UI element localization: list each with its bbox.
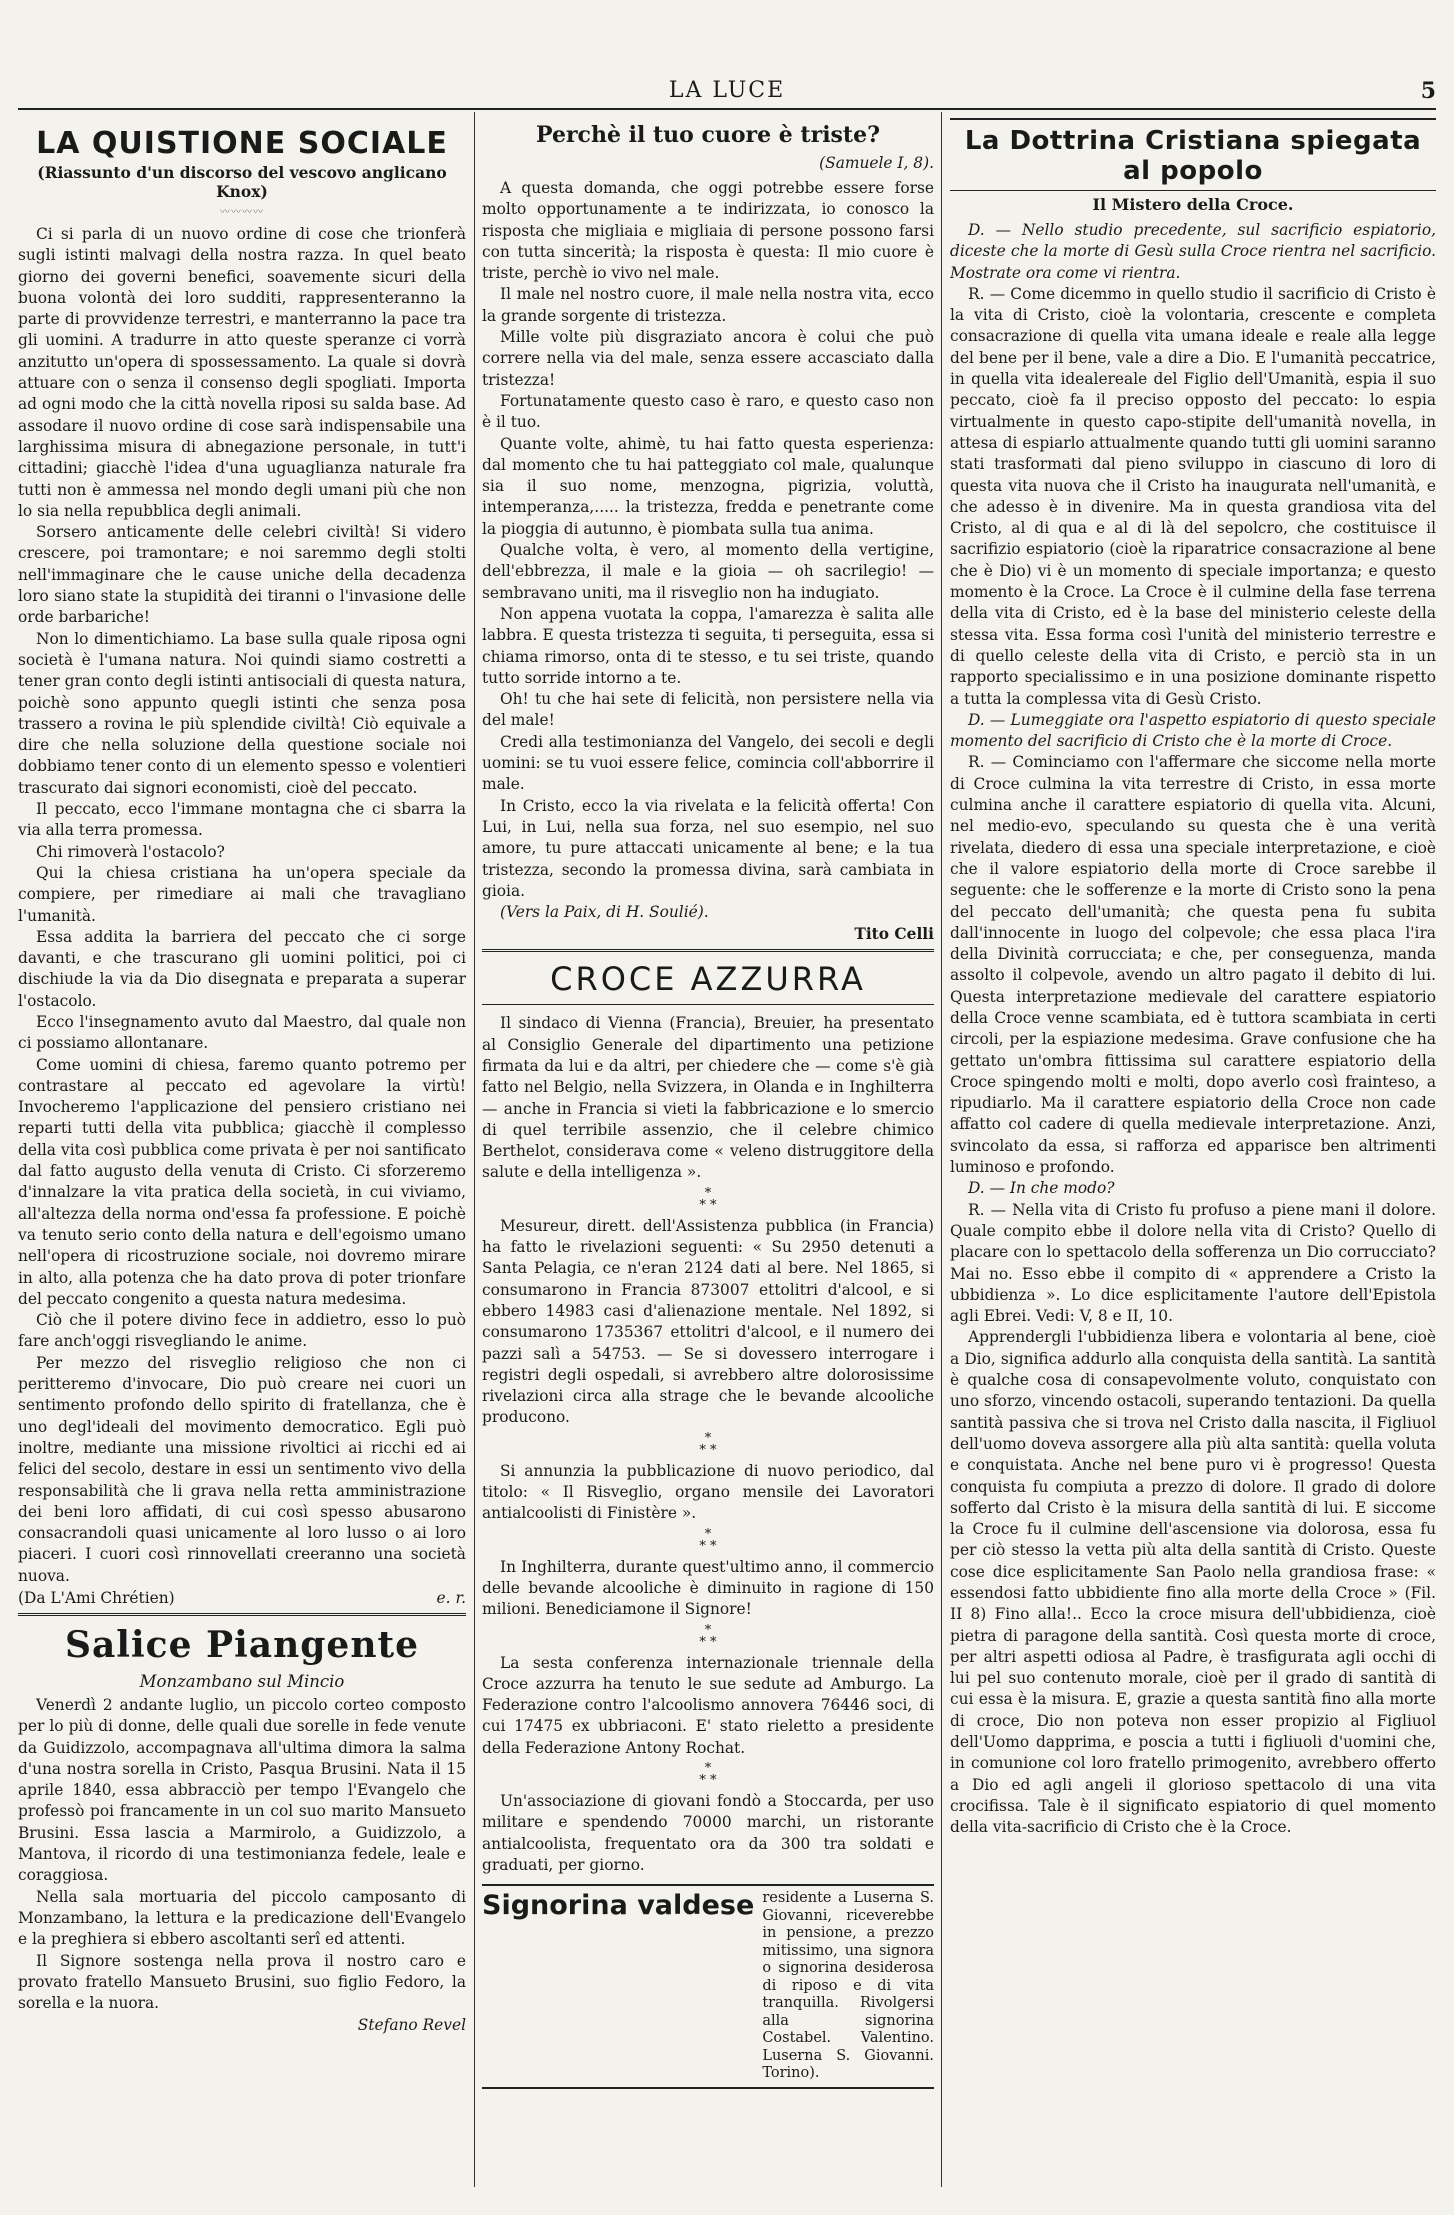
asterism: * * * xyxy=(699,1185,717,1213)
article-footer xyxy=(482,925,934,943)
answer: R. — Nella vita di Cristo fu profuso a piene mani il dolore. Quale compito ebbe il dolore nella vita di Cristo? Quello di placare con lo spettacolo della sofferenza un Dio corrucciato? Mai no. Esso ebbe il compito di « apprendere a Cristo la ubbidienza ». Lo dice esplicitamente l'autore dell'Epistola agli Ebrei. Vedi: V, 8 e II, 10. xyxy=(950,1200,1436,1326)
paragraph: Ci si parla di un nuovo ordine di cose che trionferà sugli istinti malvagi della nostra razza. In quel beato giorno dei governi benefici, soavemente sicuri della buona volontà dei loro sudditi, rappresenteranno la parte di provvidenze terrestri, e manterranno la pace tra gli uomini. A tradurre in atto queste speranze ci vorrà anzitutto un'opera di spossessamento. La quale si dovrà attuare con o senza il consenso degli spogliati. Importa ad ogni modo che la città novella riposi su salda base. Ad assodare il nuovo ordine di cose sarà indispensabile una larghissima misura di abnegazione personale, in tutt'i cittadini; giacchè l'idea d'una uguaglianza naturale fra tutti non è ammessa nel mondo degli umani più che non lo sia nella repubblica degli animali. xyxy=(18,225,466,520)
paragraph: Fortunatamente questo caso è raro, e questo caso non è il tuo. xyxy=(482,391,934,432)
column-right xyxy=(950,118,1436,2198)
question: D. — Lumeggiate ora l'aspetto espiatorio di questo speciale momento del sacrificio di Cristo che è la morte di Croce. xyxy=(950,710,1436,751)
news-item: Un'associazione di giovani fondò a Stoccarda, per uso militare e spendendo 70000 marchi, un ristorante antialcoolista, frequentato ora da 300 tra soldati e graduati, per giorno. xyxy=(482,1792,934,1874)
paragraph: Come uomini di chiesa, faremo quanto potremo per contrastare al peccato ed agevolare la virtù! Invocheremo l'applicazione del pensiero cristiano nei reparti tutti della vita pubblica; giacchè il complesso della vita così pubblica come privata è per noi santificato dal fatto augusto della venuta di Cristo. Ci sforzeremo d'innalzare la vita pratica della società, in cui viviamo, all'altezza della norma ond'essa fa professione. E poichè va tenuto serio conto della natura e dell'egoismo umano nell'opera di ricostruzione sociale, noi dovremo mirare in alto, alla potenza che ha dato prova di poter trionfare del peccato congenito a questa natura medesima. xyxy=(18,1055,466,1308)
news-item: In Inghilterra, durante quest'ultimo anno, il commercio delle bevande alcooliche è diminuito in ragione di 150 milioni. Benediciamone il Signore! xyxy=(482,1557,934,1619)
article-title-perche: Perchè il tuo cuore è triste? xyxy=(536,122,880,148)
dateline: Monzambano sul Mincio xyxy=(139,1672,345,1691)
paragraph: Oh! tu che hai sete di felicità, non persistere nella via del male! xyxy=(482,690,934,730)
paragraph: Nella sala mortuaria del piccolo camposanto di Monzambano, la lettura e la predicazione dell'Evangelo e la preghiera si ebbero ascoltanti serî ed attenti. xyxy=(18,1887,466,1949)
scripture-reference: (Samuele I, 8). xyxy=(819,154,934,172)
article-subtitle: Il Mistero della Croce. xyxy=(1092,195,1294,214)
paragraph: Il Signore sostenga nella prova il nostro caro e provato fratello Mansueto Brusini, suo figlio Fedoro, la sorella e la nuora. xyxy=(18,1951,466,2013)
paragraph: Non appena vuotata la coppa, l'amarezza è salita alle labbra. E questa tristezza ti seguita, ti perseguita, essa si chiama rimorso, onta di te stesso, e tu sei triste, quando tutto sorride intorno a te. xyxy=(482,604,934,687)
article-title-questione-sociale: LA QUISTIONE SOCIALE xyxy=(36,126,448,161)
paragraph: In Cristo, ecco la via rivelata e la felicità offerta! Con Lui, in Lui, nella sua forza, nel suo esempio, nel suo amore, tu pure attaccati unicamente al bene; e la tua tristezza, secondo la promessa divina, sarà cambiata in gioia. xyxy=(482,796,934,900)
news-item: Il sindaco di Vienna (Francia), Breuier, ha presentato al Consiglio Generale del dipartimento una petizione firmata da lui e da altri, per chiedere che — come s'è già fatto nel Belgio, nella Svizzera, in Olanda e in Inghilterra — anche in Francia si vieti la fabbricazione e lo smercio di quel terribile assenzio, che il celebre chimico Berthelot, considerava come « veleno distruggitore della salute e della intelligenza ». xyxy=(482,1014,934,1182)
paragraph: Non lo dimentichiamo. La base sulla quale riposa ogni società è l'umana natura. Noi quindi siamo costretti a tener gran conto degli istinti antisociali di questa natura, poichè sono appunto quegli istinti che senza posa trassero a rovina le più splendide civiltà! Ciò equivale a dire che nella soluzione della questione sociale noi dobbiamo tener conto di un elemento spesso e volentieri trascurato dai signori economisti, cioè del peccato. xyxy=(18,629,466,797)
column-rule xyxy=(474,112,475,2187)
answer: R. — Cominciamo con l'affermare che siccome nella morte di Croce culmina la vita terrestre di Cristo, in essa morte culmina anche il carattere espiatorio di quella vita. Alcuni, nel medio-evo, speculando su questa che è una verità rivelata, diedero di essa una speciale interpretazione, e cioè che il valore espiatorio della morte di Croce sarebbe il seguente: che le sofferenze e la morte di Cristo sono la pena del peccato dell'umanità; che questa pena fu subita dall'innocente in luogo del colpevole; che essa placa l'ira della Divinità corrucciata; e che, per conseguenza, manda assolto il colpevole, avendo un altro pagato il debito di lui. Questa interpretazione medievale del carattere espiatorio della Croce venne scambiata, ed è tuttora scambiata in certi circoli, per la espiazione medesima. Grave confusione che ha gettato un'ombra fittissima sul carattere espiatorio della Croce spingendo molti e molti, dopo averlo così frainteso, a ripudiarlo. Ma il carattere espiatorio della Croce non cade affatto col cadere di quella medievale interpretazione. Anzi, svincolato da essa, si rafforza ed apparisce ben altrimenti luminoso e profondo. xyxy=(950,753,1436,1177)
asterism: * * * xyxy=(699,1430,717,1458)
section-title-croce-azzurra: CROCE AZZURRA xyxy=(550,960,866,999)
section-divider xyxy=(482,949,934,952)
paragraph: Il male nel nostro cuore, il male nella nostra vita, ecco la grande sorgente di tristezza. xyxy=(482,285,934,325)
masthead: LA LUCE xyxy=(668,78,786,103)
article-signature: Tito Celli xyxy=(854,925,934,944)
asterism: * * * xyxy=(699,1622,717,1650)
paragraph: Chi rimoverà l'ostacolo? xyxy=(36,842,225,861)
answer: R. — Come dicemmo in quello studio il sacrificio di Cristo è la vita di Cristo, cioè la volontaria, crescente e completa consacrazione di quella vita umana ideale e reale alla legge del bene per il bene, vale a dire a Dio. E l'umanità peccatrice, in quella vita idealereale del Figlio dell'Umanità, espia il suo peccato, cioè fa il preciso opposto del peccato: lo espia virtualmente in questo capo-stipite dell'umanità novella, in attesa di espiarlo attualmente quando tutti gli uomini saranno stati trasformati dal pieno sviluppo in ciascuno di loro di questa vita nuova che il Cristo ha inaugurata nell'umanità, e che adesso è in divenire. Ma in questa grandiosa vita del Cristo, al di qua e al di là del sepolcro, che costituisce il sacrifizio espiatorio (cioè la riparatrice consacrazione al bene che è Dio) vi è un momento di speciale importanza; e questo momento è la Croce. La Croce è il culmine della fase terrena della vita di Cristo, ed è la base del ministerio celeste della stessa vita. Essa forma così l'unità del ministerio terrestre e di quello celeste della vita di Cristo, e perciò sta in un rapporto specialissimo e in una posizione dominante rispetto a tutta la complessa vita di Gesù Cristo. xyxy=(950,284,1436,708)
paragraph: Credi alla testimonianza del Vangelo, dei secoli e degli uomini: se tu vuoi essere felice, comincia coll'abborrire il male. xyxy=(482,732,934,794)
article-source: (Vers la Paix, di H. Soulié). xyxy=(500,903,709,922)
paragraph: Ciò che il potere divino fece in addietro, esso lo può fare anch'oggi risvegliando le anime. xyxy=(18,1311,466,1351)
section-header-box xyxy=(950,118,1436,191)
paragraph: Qualche volta, è vero, al momento della vertigine, dell'ebbrezza, il male e la gioia — oh sacrilegio! — sembravano uniti, ma il risveglio non ha indugiato. xyxy=(482,541,934,602)
paragraph: Per mezzo del risveglio religioso che non ci peritteremo d'invocare, Dio può creare nei cuori un sentimento profondo dello spirito di fratellanza, che è uno degl'ideali del movimento democratico. Egli può inoltre, mediante una missione rivoltici ai ricchi ed ai felici del secolo, destare in essi un sentimento vivo della responsabilità che li grava nella retta amministrazione dei beni loro affidati, di cui così spesso abusarono consacrandoli quasi unicamente al loro lusso o ai loro piaceri. I cuori così rinnovellati creeranno una società nuova. xyxy=(18,1353,466,1585)
column-left xyxy=(18,118,466,2198)
paragraph: Venerdì 2 andante luglio, un piccolo corteo composto per lo più di donne, delle quali due sorelle in fede venute da Guidizzolo, accompagnava all'ultima dimora la salma d'una nostra sorella in Cristo, Pasqua Brusini. Nata il 15 aprile 1840, essa abbracciò per tempo l'Evangelo che professò poi francamente in un col suo marito Mansueto Brusini. Essa lascia a Marmirolo, a Guidizzolo, a Mantova, il ricordo di una testimonianza fedele, leale e coraggiosa. xyxy=(18,1696,466,1885)
paragraph: Essa addita la barriera del peccato che ci sorge davanti, e che trascurano gli uomini politici, poi ci dischiude la via da Dio disegnata e preparata a superar l'ostacolo. xyxy=(18,927,466,1010)
paragraph: Mille volte più disgraziato ancora è colui che può correre nella via del male, senza essere accasciato dalla tristezza! xyxy=(482,328,934,389)
asterism: * * * xyxy=(699,1526,717,1554)
ad-text: residente a Luserna S. Giovanni, riceverebbe in pensione, a prezzo mitissimo, una signora o signorina desiderosa di riposo e di vita tranquilla. Rivolgersi alla signorina Costabel. Valentino. Luserna S. Giovanni. Torino). xyxy=(762,1890,934,2082)
classified-ad xyxy=(482,1884,934,2089)
news-item: Si annunzia la pubblicazione di nuovo periodico, dal titolo: « Il Risveglio, organo mensile dei Lavoratori antialcoolisti di Finistère ». xyxy=(482,1461,934,1523)
ad-title: Signorina valdese xyxy=(482,1890,755,1922)
news-item: Mesureur, dirett. dell'Assistenza pubblica (in Francia) ha fatto le rivelazioni seguenti: « Su 2950 detenuti a Santa Pelagia, ce n'eran 2124 dati al bere. Nel 1865, si consumarono in Francia 873007 ettolitri d'alcool, e si ebbero 14983 casi d'alienazione mentale. Nel 1892, si consumarono 1735367 ettolitri d'alcool, e il numero dei pazzi salì a 54753. — Se si dovessero interrogare i registri degli ospedali, si avrebbero altre dolorosissime rivelazioni circa alla strage che le bevande alcooliche producono. xyxy=(482,1216,934,1427)
paragraph: A questa domanda, che oggi potrebbe essere forse molto opportunamente a te indirizzata, io conosco la risposta che migliaia e migliaia di persone possono farsi con tutta sincerità; la risposta è questa: Il mio cuore è triste, perchè io vivo nel male. xyxy=(482,179,934,283)
page-header xyxy=(18,78,1436,110)
asterism: * * * xyxy=(699,1761,717,1788)
ornament-divider: 〰〰〰〰 xyxy=(220,207,264,218)
paragraph: Apprendergli l'ubbidienza libera e volontaria al bene, cioè a Dio, significa addurlo alla conquista della santità. La santità è qualche cosa di consapevolmente voluto, conquistato con uno sforzo, vincendo ostacoli, superando tentazioni. Da quella santità passiva che si trova nel Cristo dalla nascita, il Figliuol dell'uomo doveva assorgere alla più alta santità: quella voluta e conquistata. Anche nel bene puro vi è progresso! Questa conquista fu compiuta a prezzo di dolore. Il grado di dolore sofferto dal Cristo è la misura della santità di lui. E siccome la Croce fu il culmine dell'ascensione via dolorosa, essa fu per ciò stesso la vetta più alta della santità di Cristo. Queste cose dice esplicitamente San Paolo nella grandiosa frase: « essendosi fatto ubbidiente fino alla morte della Croce » (Fil. II 8) Fino alla!.. Ecco la croce misura dell'ubbidienza, cioè pietra di paragone della santità. Così questa morte di croce, per altri aspetti odiosa al Padre, è trasfigurata agli occhi di lui pel suo contenuto morale, cioè per il grado di santità di cui essa è la misura. E, grazie a questa santità fino alla morte di croce, Dio non poteva non esser propizio al Figliuol dell'Uomo dapprima, e poscia a tutti i figliuoli d'uomini che, in comunione col loro fratello primogenito, avrebbero offerto a Dio ed agli angeli il glorioso spettacolo di una vita crocifissa. Tale è il significato espiatorio di quel momento della vita-sacrificio di Cristo che è la Croce. xyxy=(950,1328,1436,1837)
paragraph: Quante volte, ahimè, tu hai fatto questa esperienza: dal momento che tu hai patteggiato col male, qualunque sia il suo nome, menzogna, pigrizia, voluttà, intemperanza,..... la tristezza, fredda e penetrante come la pioggia di autunno, è piombata sulla tua anima. xyxy=(482,434,934,538)
paragraph: Il peccato, ecco l'immane montagna che ci sbarra la via alla terra promessa. xyxy=(18,800,466,840)
paragraph: Qui la chiesa cristiana ha un'opera speciale da compiere, per rimediare ai mali che travagliano l'umanità. xyxy=(18,863,466,925)
article-initials: e. r. xyxy=(436,1589,466,1607)
section-divider xyxy=(18,1613,466,1616)
article-footer xyxy=(18,1589,466,1607)
column-rule xyxy=(941,112,942,2187)
question: D. — In che modo? xyxy=(968,1179,1115,1198)
article-title-dottrina: La Dottrina Cristiana spiegata al popolo xyxy=(964,126,1422,186)
article-signature: Stefano Revel xyxy=(357,2016,466,2035)
paragraph: Sorsero anticamente delle celebri civiltà! Si videro crescere, poi tramontare; e noi saremmo degli stolti nell'immaginare che le cause uniche della decadenza loro siano state la stupidità dei tiranni o l'invasione delle orde barbariche! xyxy=(18,523,466,627)
article-source: (Da L'Ami Chrétien) xyxy=(18,1589,175,1607)
column-middle xyxy=(482,118,934,2198)
question: D. — Nello studio precedente, sul sacrificio espiatorio, diceste che la morte di Gesù sulla Croce rientra nel sacrificio. Mostrate ora come vi rientra. xyxy=(950,221,1436,282)
paragraph: Ecco l'insegnamento avuto dal Maestro, dal quale non ci possiamo allontanare. xyxy=(18,1012,466,1053)
section-divider xyxy=(482,1004,934,1005)
news-item: La sesta conferenza internazionale triennale della Croce azzurra ha tenuto le sue sedute ad Amburgo. La Federazione contro l'alcoolismo annovera 76446 soci, di cui 17475 ex ubbriaconi. E' stato rieletto a presidente della Federazione Antony Rochat. xyxy=(482,1653,934,1757)
article-subtitle: (Riassunto d'un discorso del vescovo anglicano Knox) xyxy=(37,163,447,201)
article-title-salice-piangente: Salice Piangente xyxy=(64,1624,420,1666)
page-number: 5 xyxy=(1420,78,1436,104)
